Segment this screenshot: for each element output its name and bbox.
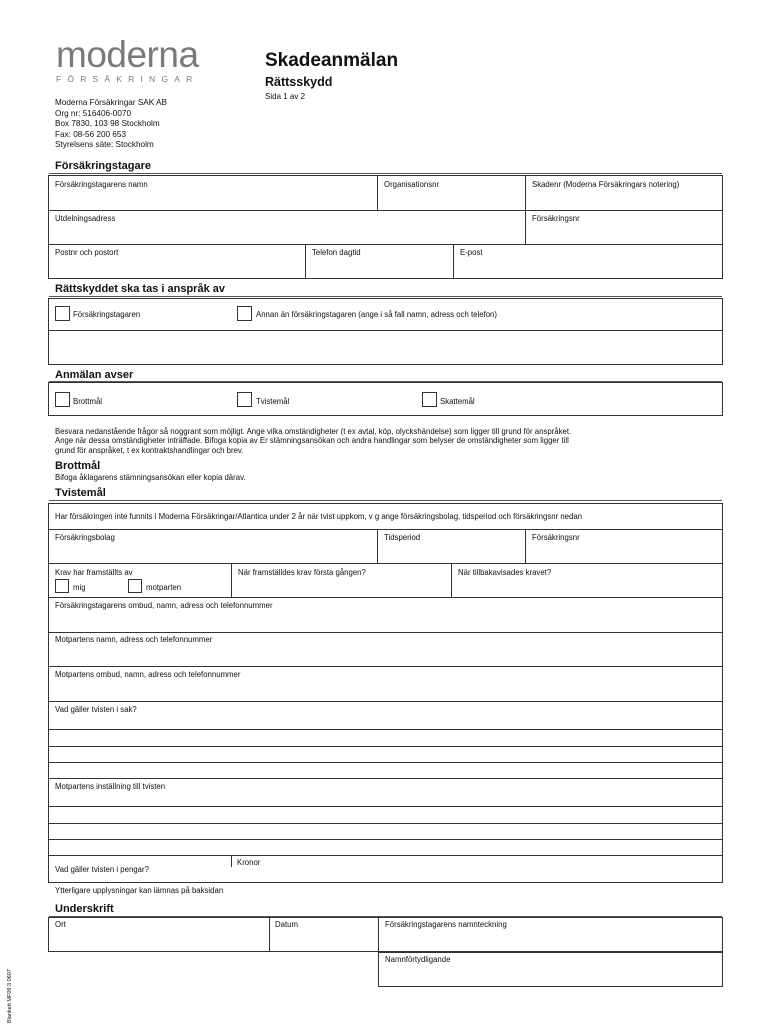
writing-line <box>48 823 723 824</box>
form-code: Blankett MF09:3 0607 <box>7 969 13 1023</box>
divider <box>305 244 306 279</box>
company-info <box>55 98 167 151</box>
divider <box>48 701 723 702</box>
criminal-case-checkbox[interactable] <box>55 392 70 407</box>
company-line: Styrelsens säte: Stockholm <box>55 140 154 150</box>
writing-line <box>48 746 723 747</box>
tax-case-label: Skattemål <box>440 397 475 406</box>
dispute-matter-field[interactable]: Vad gäller tvisten i sak? <box>55 705 137 714</box>
phone-field[interactable]: Telefon dagtid <box>312 248 361 257</box>
divider <box>378 917 379 952</box>
section-rule <box>49 500 722 501</box>
writing-line <box>48 762 723 763</box>
instruction-line: grund för anspråket, t ex kontraktshandlingar och brev. <box>55 445 244 455</box>
section-title-brottmal: Brottmål <box>55 460 101 472</box>
divider <box>377 529 378 563</box>
section-rule <box>49 296 722 297</box>
prior-insurance-question: Har försäkringen inte funnits i Moderna Försäkringar/Atlantica under 2 år när tvist uppkom, v g ange försäkringsbolag, tidsperiod och försäkringsnr nedan <box>55 512 582 521</box>
divider <box>48 563 723 564</box>
instruction-line: Besvara nedanstående frågor så noggrant som möjligt. Ange vilka omständigheter (t ex avtal, köp, olyckshändelse) som ligger till grund för anspråket. <box>55 427 572 436</box>
divider <box>48 330 723 331</box>
claim-rejected-date-field[interactable]: När tillbakavisades kravet? <box>458 568 552 577</box>
policyholder-representative-field[interactable]: Försäkringstagarens ombud, namn, adress och telefonnummer <box>55 601 273 610</box>
policyholder-name-field[interactable]: Försäkringstagarens namn <box>55 180 148 189</box>
first-claim-date-field[interactable]: När framställdes krav första gången? <box>238 568 366 577</box>
divider <box>453 244 454 279</box>
report-type-box <box>48 382 723 416</box>
tax-case-checkbox[interactable] <box>422 392 437 407</box>
counterparty-representative-field[interactable]: Motpartens ombud, namn, adress och telefonnummer <box>55 670 241 679</box>
claim-number-field[interactable]: Skadenr (Moderna Försäkringars notering) <box>532 180 680 189</box>
divider <box>231 855 232 867</box>
moderna-logo: moderna <box>56 34 199 75</box>
postal-code-field[interactable]: Postnr och postort <box>55 248 119 257</box>
period-field[interactable]: Tidsperiod <box>384 533 421 542</box>
company-line: Fax: 08-56 200 653 <box>55 129 127 139</box>
divider <box>48 632 723 633</box>
other-person-option-label: Annan än försäkringstagaren (ange i så fall namn, adress och telefon) <box>256 310 497 319</box>
section-title-tvistemal: Tvistemål <box>55 487 106 499</box>
criminal-instruction: Bifoga åklagarens stämningsansökan eller kopia därav. <box>55 473 246 482</box>
place-field[interactable]: Ort <box>55 920 66 929</box>
form-title: Skadeanmälan <box>265 50 399 71</box>
divider <box>451 563 452 597</box>
prior-policy-number-field[interactable]: Försäkringsnr <box>532 533 580 542</box>
divider <box>377 175 378 210</box>
divider <box>48 529 723 530</box>
address-field[interactable]: Utdelningsadress <box>55 214 116 223</box>
claim-made-by-label: Krav har framställts av <box>55 568 133 577</box>
amount-kronor-field[interactable]: Kronor <box>237 858 261 867</box>
counterparty-details-field[interactable]: Motpartens namn, adress och telefonnummer <box>55 635 213 644</box>
divider <box>525 175 526 244</box>
date-field[interactable]: Datum <box>275 920 298 929</box>
section-title-anmalan: Anmälan avser <box>55 369 134 381</box>
legal-protection-box <box>48 298 723 365</box>
writing-line <box>48 806 723 807</box>
writing-line <box>48 729 723 730</box>
counterparty-position-field[interactable]: Motpartens inställning till tvisten <box>55 782 166 791</box>
civil-case-label: Tvistemål <box>256 397 290 406</box>
divider <box>525 529 526 563</box>
name-clarification-field[interactable]: Namnförtydligande <box>385 955 451 964</box>
claim-by-me-checkbox[interactable] <box>55 579 69 593</box>
company-line: Org nr: 516406-0070 <box>55 108 132 118</box>
divider <box>48 244 723 245</box>
company-line: Moderna Försäkringar SAK AB <box>55 98 167 107</box>
divider <box>231 563 232 597</box>
divider <box>48 597 723 598</box>
section-title-underskrift: Underskrift <box>55 903 114 915</box>
divider <box>48 210 723 211</box>
page-indicator: Sida 1 av 2 <box>265 92 306 101</box>
civil-case-checkbox[interactable] <box>237 392 252 407</box>
email-field[interactable]: E-post <box>460 248 483 257</box>
instruction-line: Ange när dessa omständigheter inträffade. Bifoga kopia av Er stämningsansökan och andra handlingar som belyser de omständigheter som ligger till <box>55 436 569 446</box>
section-title-rattsskydd: Rättskyddet ska tas i anspråk av <box>55 283 225 295</box>
writing-line <box>48 839 723 840</box>
dispute-amount-label: Vad gäller tvisten i pengar? <box>55 865 149 874</box>
policyholder-option-label: Försäkringstagaren <box>73 310 141 319</box>
logo-tagline: FÖRSÄKRINGAR <box>56 74 199 84</box>
additional-info-note: Ytterligare upplysningar kan lämnas på baksidan <box>55 886 224 895</box>
claim-by-counterparty-label: motparten <box>146 583 182 592</box>
instructions <box>55 427 571 455</box>
claim-by-me-label: mig <box>73 583 86 592</box>
policyholder-box <box>48 175 723 279</box>
section-title-forsakringstagare: Försäkringstagare <box>55 160 151 172</box>
divider <box>48 855 723 856</box>
divider <box>269 917 270 952</box>
org-number-field[interactable]: Organisationsnr <box>384 180 440 189</box>
divider <box>48 778 723 779</box>
criminal-case-label: Brottmål <box>73 397 103 406</box>
policy-number-field[interactable]: Försäkringsnr <box>532 214 580 223</box>
signature-field[interactable]: Försäkringstagarens namnteckning <box>385 920 507 929</box>
civil-case-box <box>48 503 723 883</box>
policyholder-checkbox[interactable] <box>55 306 70 321</box>
form-subtitle: Rättsskydd <box>265 75 333 89</box>
section-rule <box>49 173 722 174</box>
claim-by-counterparty-checkbox[interactable] <box>128 579 142 593</box>
divider <box>48 666 723 667</box>
insurer-field[interactable]: Försäkringsbolag <box>55 533 115 542</box>
other-person-checkbox[interactable] <box>237 306 252 321</box>
company-line: Box 7830, 103 98 Stockholm <box>55 119 160 129</box>
